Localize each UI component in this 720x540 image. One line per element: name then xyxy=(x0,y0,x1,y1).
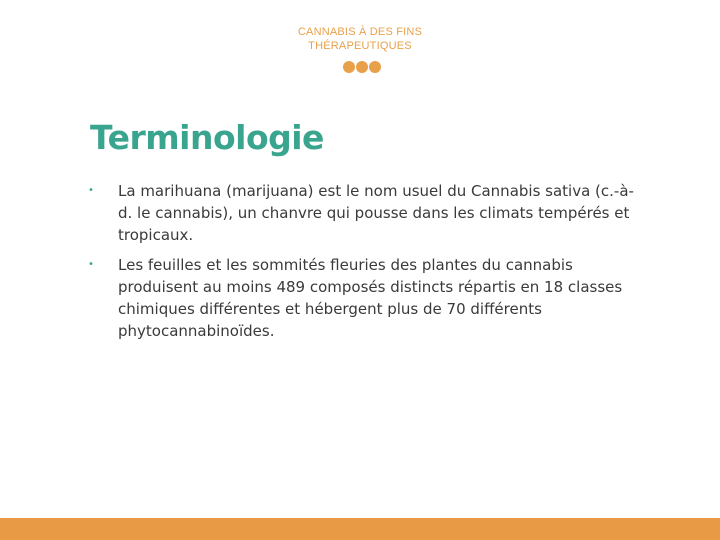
dot-icon xyxy=(343,61,355,73)
bullet-text: La marihuana (marijuana) est le nom usuel du Cannabis sativa (c.-à-d. le cannabis), un chanvre qui pousse dans les climats tempérés et tropicaux. xyxy=(118,182,634,244)
bullet-list xyxy=(88,180,648,350)
dot-icon xyxy=(356,61,368,73)
header-line-2: THÉRAPEUTIQUES xyxy=(308,40,412,52)
bullet-text: Les feuilles et les sommités fleuries des plantes du cannabis produisent au moins 489 composés distincts répartis en 18 classes chimiques différentes et hébergent plus de 70 différents phytocannabinoïdes. xyxy=(118,256,623,340)
bullet-item xyxy=(88,254,648,342)
footer-bar xyxy=(0,518,720,540)
bullet-icon: • xyxy=(88,185,94,196)
decorative-dots xyxy=(343,61,383,73)
slide-title: Terminologie xyxy=(90,118,324,157)
dot-icon xyxy=(369,61,381,73)
bullet-item xyxy=(88,180,648,246)
bullet-icon: • xyxy=(88,259,94,270)
header-line-1: CANNABIS À DES FINS xyxy=(297,26,423,38)
slide-header xyxy=(0,25,720,53)
